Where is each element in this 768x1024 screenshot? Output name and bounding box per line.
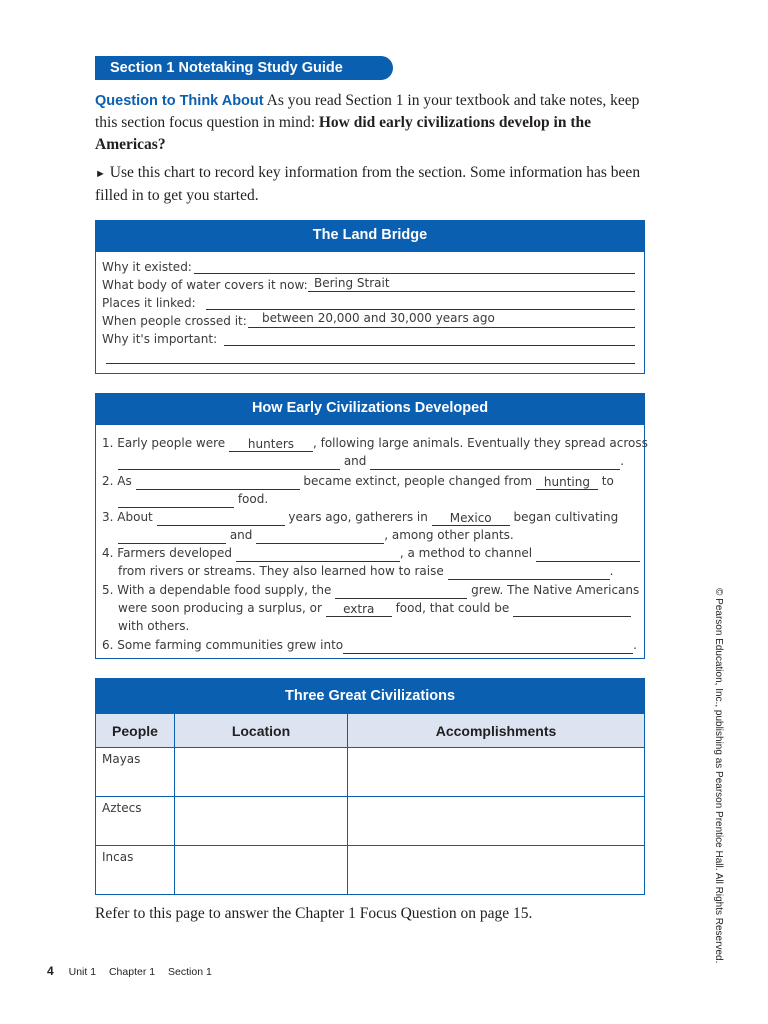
column-header-people: People — [96, 714, 175, 748]
page-footer — [47, 964, 212, 978]
copyright-notice: © Pearson Education, Inc., publishing as Pearson Prentice Hall. All Rights Reserved. — [713, 588, 724, 964]
question-label: Question to Think About — [95, 93, 264, 109]
answer-blank[interactable] — [118, 529, 226, 544]
great-civilizations-table — [95, 678, 645, 895]
answer-blank[interactable] — [118, 493, 234, 508]
table-row — [96, 748, 645, 797]
list-item-cont: and . — [118, 452, 651, 470]
answer-blank[interactable]: extra — [326, 602, 392, 617]
list-item: 3. About years ago, gatherers in Mexico began cultivating — [102, 510, 619, 525]
land-bridge-row: Why it's important: — [102, 330, 635, 348]
civilizations-developed-box — [95, 393, 648, 659]
answer-line[interactable] — [106, 363, 635, 364]
answer-line[interactable] — [194, 273, 635, 274]
developed-title: How Early Civilizations Developed — [96, 394, 644, 425]
accomplishments-cell[interactable] — [348, 846, 645, 895]
question-focus: How did early civilizations develop in the Americas? — [95, 114, 591, 153]
list-item: 6. Some farming communities grew into . — [102, 638, 637, 652]
accomplishments-cell[interactable] — [348, 748, 645, 797]
instruction — [95, 162, 645, 207]
location-cell[interactable] — [175, 797, 348, 846]
table-row — [96, 797, 645, 846]
list-item-cont: and , among other plants. — [118, 526, 651, 544]
list-item: 4. Farmers developed , a method to channel — [102, 544, 635, 562]
answer-blank[interactable] — [136, 475, 300, 490]
answer-blank[interactable]: Mexico — [432, 511, 510, 526]
list-item: 1. Early people were hunters , following large animals. Eventually they spread across — [102, 436, 648, 451]
answer-blank[interactable] — [335, 584, 467, 599]
footer-section: Section 1 — [168, 966, 212, 978]
answer-line[interactable]: between 20,000 and 30,000 years ago — [248, 312, 635, 328]
land-bridge-row: What body of water covers it now: Bering Strait — [102, 276, 635, 294]
section-banner: Section 1 Notetaking Study Guide — [95, 56, 393, 80]
list-item-cont: with others. — [118, 619, 190, 633]
answer-blank[interactable] — [448, 565, 610, 580]
list-item-cont: food. — [118, 490, 651, 508]
column-header-location: Location — [175, 714, 348, 748]
answer-line[interactable] — [224, 345, 635, 346]
footer-unit: Unit 1 — [68, 966, 97, 978]
list-item: 5. With a dependable food supply, the grew. The Native Americans — [102, 583, 640, 597]
bullet-icon: ► — [95, 168, 106, 180]
answer-line[interactable]: Bering Strait — [308, 276, 635, 292]
accomplishments-cell[interactable] — [348, 797, 645, 846]
table-title: Three Great Civilizations — [96, 679, 645, 714]
answer-blank[interactable] — [236, 547, 400, 562]
answer-blank[interactable] — [118, 455, 340, 470]
answer-blank[interactable] — [343, 639, 633, 654]
list-item-cont: from rivers or streams. They also learned how to raise . — [118, 564, 614, 578]
footer-chapter: Chapter 1 — [108, 966, 156, 978]
page-number: 4 — [47, 964, 54, 978]
answer-blank[interactable] — [370, 455, 620, 470]
answer-blank[interactable]: hunters — [229, 437, 313, 452]
answer-blank[interactable]: hunting — [536, 475, 598, 490]
focus-question — [95, 90, 645, 156]
list-item-cont: were soon producing a surplus, or extra food, that could be — [118, 599, 651, 617]
people-cell: Aztecs — [96, 797, 175, 846]
instruction-text: Use this chart to record key information from the section. Some information has been filled in to get you started. — [95, 164, 641, 204]
refer-note: Refer to this page to answer the Chapter 1 Focus Question on page 15. — [95, 905, 533, 922]
table-row — [96, 846, 645, 895]
column-header-accomplishments: Accomplishments — [348, 714, 645, 748]
land-bridge-title: The Land Bridge — [96, 221, 644, 252]
land-bridge-row — [102, 348, 635, 366]
list-item: 2. As became extinct, people changed from hunting to — [102, 474, 614, 489]
people-cell: Incas — [96, 846, 175, 895]
answer-blank[interactable] — [513, 602, 631, 617]
people-cell: Mayas — [96, 748, 175, 797]
question-text: As you read Section 1 in your textbook and take notes, keep this section focus question in mind: — [95, 92, 640, 131]
answer-blank[interactable] — [256, 529, 384, 544]
answer-blank[interactable] — [536, 547, 640, 562]
land-bridge-row: When people crossed it: between 20,000 and 30,000 years ago — [102, 312, 635, 330]
land-bridge-row: Why it existed: — [102, 258, 635, 276]
land-bridge-row: Places it linked: — [102, 294, 635, 312]
location-cell[interactable] — [175, 846, 348, 895]
answer-blank[interactable] — [157, 511, 285, 526]
land-bridge-box — [95, 220, 645, 374]
location-cell[interactable] — [175, 748, 348, 797]
